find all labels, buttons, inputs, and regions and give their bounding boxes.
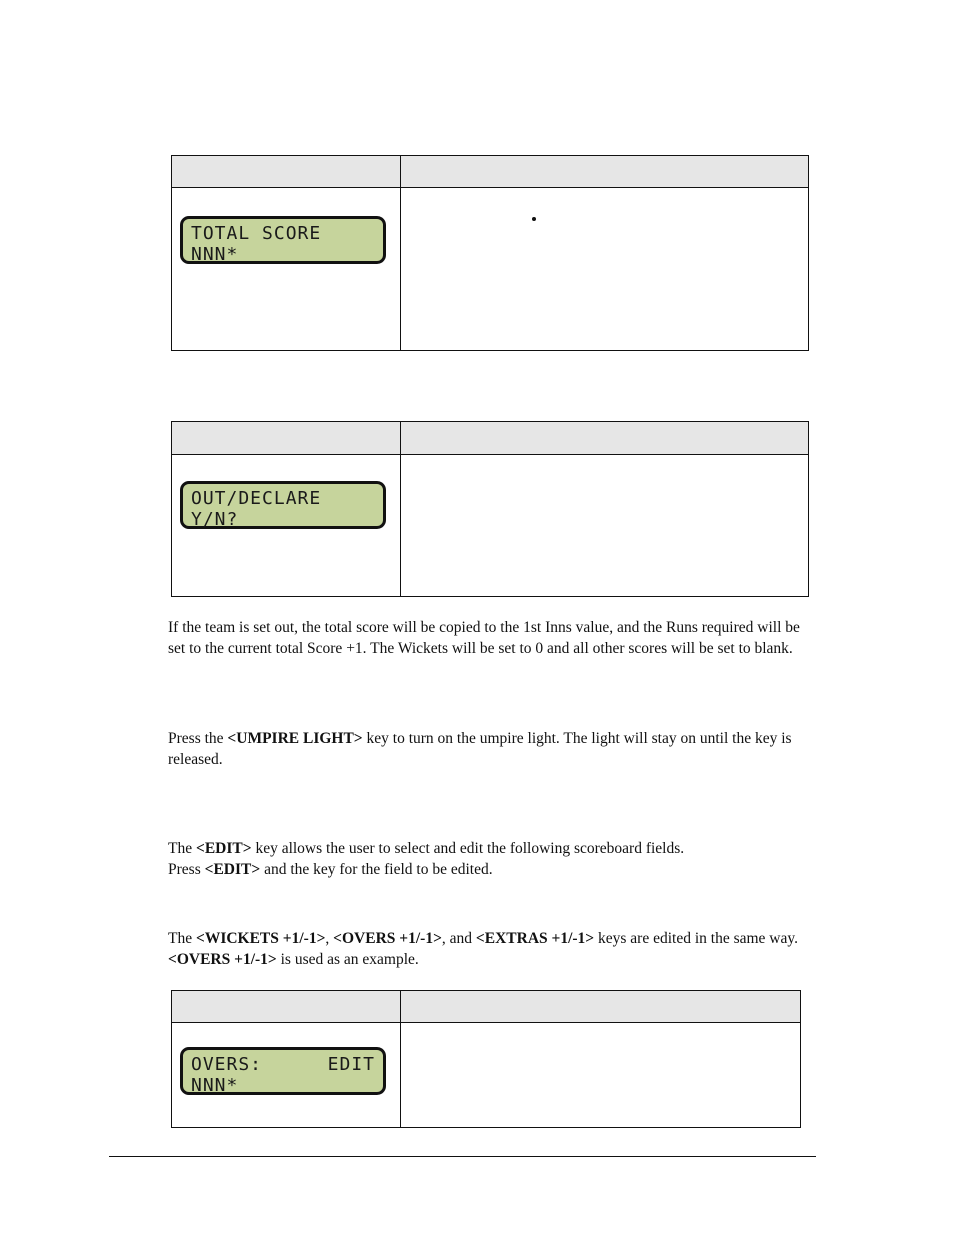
paragraph-team-out: If the team is set out, the total score will be copied to the 1st Inns value, and the Runs required will be set to the current total Score +1. The Wickets will be set to 0 and all other scores will be set to blank. [168,619,800,657]
paragraph-umpire-light [168,729,808,770]
table-header-row [172,422,809,455]
lcd-cell [172,455,401,597]
text-run: and the key for the field to be edited. [260,860,493,878]
header-cell-lcd [172,991,401,1023]
text-run: The [168,930,196,947]
text-run: The [168,840,196,857]
footer-rule [109,1156,816,1157]
key-edit: <EDIT> [195,840,252,857]
paragraph-keys-edited [168,929,808,970]
key-extras: <EXTRAS +1/-1> [475,930,595,947]
description-cell [401,188,809,351]
header-cell-lcd [172,156,401,188]
out-declare-table [171,421,809,597]
key-overs-example: <OVERS +1/-1> [168,950,277,968]
paragraph-edit-key [168,839,808,880]
key-edit: <EDIT> [204,860,261,878]
lcd-mode-label: EDIT [327,1054,375,1075]
key-umpire-light: <UMPIRE LIGHT> [227,730,363,747]
lcd-line-1: TOTAL SCORE [191,223,322,244]
text-run: key allows the user to select and edit the following scoreboard fields. [251,840,685,857]
text-run: Press [168,860,205,878]
header-cell-description [401,422,809,455]
header-cell-description [401,156,809,188]
header-cell-description [401,991,801,1023]
lcd-cell [172,1023,401,1128]
lcd-line-2: NNN* [191,244,239,265]
lcd-line-1: OUT/DECLARE [191,488,322,509]
key-overs: <OVERS +1/-1> [333,930,442,947]
key-wickets: <WICKETS +1/-1> [195,930,326,947]
table-header-row [172,156,809,188]
table-row [172,1023,801,1128]
description-cell [401,455,809,597]
lcd-line-2: Y/N? [191,509,239,530]
lcd-line-1 [191,1054,375,1075]
lcd-display-overs-edit [180,1047,386,1095]
text-run: keys are edited in the same way. [594,930,799,947]
lcd-display-total-score [180,216,386,264]
lcd-cell [172,188,401,351]
text-run: , [325,930,334,947]
lcd-field-label: OVERS: [191,1054,263,1075]
text-run: , and [441,930,476,947]
text-run: Press the [168,730,228,747]
bullet-dot [532,217,536,221]
table-header-row [172,991,801,1023]
table-row [172,188,809,351]
description-cell [401,1023,801,1128]
table-row [172,455,809,597]
text-run: is used as an example. [276,950,419,968]
text-run: key to turn on the umpire light. The light will stay on until the key is released. [168,730,792,768]
lcd-display-out-declare [180,481,386,529]
lcd-line-2: NNN* [191,1075,239,1096]
overs-edit-table [171,990,801,1128]
header-cell-lcd [172,422,401,455]
total-score-table [171,155,809,351]
